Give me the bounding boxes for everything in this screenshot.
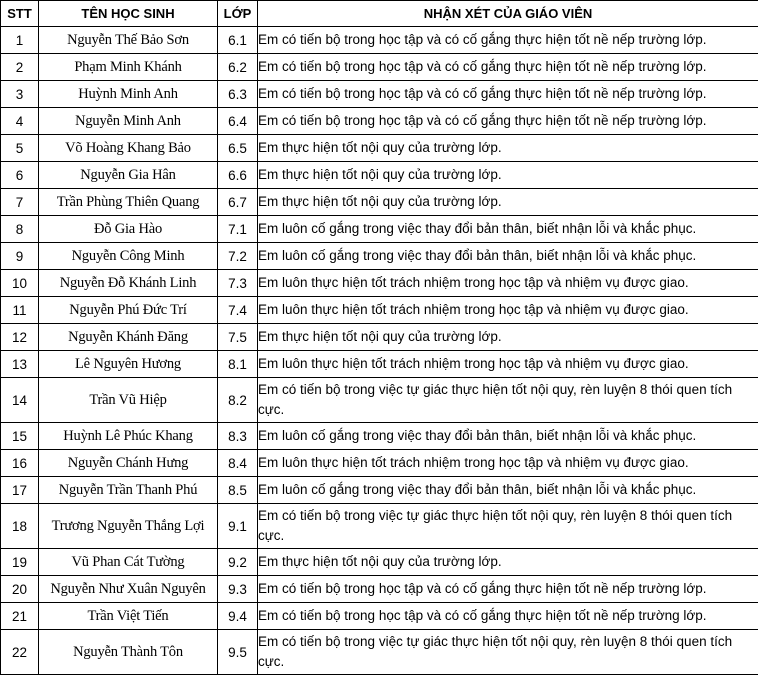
table-row [1,324,758,351]
cell-comment: Em có tiến bộ trong việc tự giác thực hiện tốt nội quy, rèn luyện 8 thói quen tích cực. [258,630,758,675]
table-row [1,423,758,450]
cell-student-name: Vũ Phan Cát Tường [39,549,218,576]
table-row [1,216,758,243]
cell-comment: Em có tiến bộ trong việc tự giác thực hiện tốt nội quy, rèn luyện 8 thói quen tích cực. [258,504,758,549]
cell-class: 8.5 [218,477,258,504]
cell-stt: 17 [1,477,39,504]
cell-stt: 6 [1,162,39,189]
cell-student-name: Võ Hoàng Khang Bảo [39,135,218,162]
cell-student-name: Nguyễn Minh Anh [39,108,218,135]
table-row [1,270,758,297]
cell-class: 6.3 [218,81,258,108]
cell-stt: 5 [1,135,39,162]
cell-student-name: Nguyễn Trần Thanh Phú [39,477,218,504]
cell-class: 6.6 [218,162,258,189]
cell-comment: Em luôn thực hiện tốt trách nhiệm trong học tập và nhiệm vụ được giao. [258,450,758,477]
cell-class: 7.3 [218,270,258,297]
cell-comment: Em có tiến bộ trong học tập và có cố gắng thực hiện tốt nề nếp trường lớp. [258,54,758,81]
cell-student-name: Nguyễn Thành Tôn [39,630,218,675]
cell-class: 9.1 [218,504,258,549]
cell-student-name: Đỗ Gia Hào [39,216,218,243]
table-row [1,81,758,108]
cell-stt: 7 [1,189,39,216]
table-row [1,576,758,603]
cell-class: 8.4 [218,450,258,477]
cell-comment: Em thực hiện tốt nội quy của trường lớp. [258,162,758,189]
table-row [1,54,758,81]
cell-class: 6.4 [218,108,258,135]
cell-comment: Em thực hiện tốt nội quy của trường lớp. [258,324,758,351]
cell-stt: 20 [1,576,39,603]
cell-student-name: Trần Phùng Thiên Quang [39,189,218,216]
table-header-row [1,1,758,27]
table-row [1,108,758,135]
table-body [1,27,758,675]
table-row [1,504,758,549]
cell-class: 7.5 [218,324,258,351]
cell-student-name: Nguyễn Phú Đức Trí [39,297,218,324]
cell-stt: 10 [1,270,39,297]
cell-class: 9.2 [218,549,258,576]
cell-comment: Em có tiến bộ trong học tập và có cố gắng thực hiện tốt nề nếp trường lớp. [258,81,758,108]
cell-stt: 3 [1,81,39,108]
cell-stt: 1 [1,27,39,54]
cell-class: 8.3 [218,423,258,450]
cell-stt: 21 [1,603,39,630]
cell-comment: Em có tiến bộ trong học tập và có cố gắng thực hiện tốt nề nếp trường lớp. [258,603,758,630]
cell-class: 6.2 [218,54,258,81]
cell-comment: Em luôn cố gắng trong việc thay đổi bản thân, biết nhận lỗi và khắc phục. [258,216,758,243]
cell-class: 7.2 [218,243,258,270]
cell-student-name: Huỳnh Minh Anh [39,81,218,108]
cell-comment: Em thực hiện tốt nội quy của trường lớp. [258,189,758,216]
cell-comment: Em luôn thực hiện tốt trách nhiệm trong học tập và nhiệm vụ được giao. [258,297,758,324]
table-row [1,243,758,270]
table-row [1,297,758,324]
cell-student-name: Trần Vũ Hiệp [39,378,218,423]
table-row [1,378,758,423]
cell-stt: 14 [1,378,39,423]
header-teacher-comment: NHẬN XÉT CỦA GIÁO VIÊN [258,1,758,27]
cell-class: 6.5 [218,135,258,162]
cell-class: 6.7 [218,189,258,216]
table-row [1,450,758,477]
cell-comment: Em luôn cố gắng trong việc thay đổi bản thân, biết nhận lỗi và khắc phục. [258,423,758,450]
table-row [1,162,758,189]
table-row [1,189,758,216]
cell-class: 8.2 [218,378,258,423]
cell-stt: 13 [1,351,39,378]
cell-comment: Em có tiến bộ trong việc tự giác thực hiện tốt nội quy, rèn luyện 8 thói quen tích cực. [258,378,758,423]
cell-comment: Em có tiến bộ trong học tập và có cố gắng thực hiện tốt nề nếp trường lớp. [258,108,758,135]
cell-comment: Em có tiến bộ trong học tập và có cố gắng thực hiện tốt nề nếp trường lớp. [258,27,758,54]
cell-student-name: Nguyễn Đỗ Khánh Linh [39,270,218,297]
cell-stt: 18 [1,504,39,549]
cell-stt: 4 [1,108,39,135]
cell-comment: Em luôn thực hiện tốt trách nhiệm trong học tập và nhiệm vụ được giao. [258,270,758,297]
cell-class: 9.3 [218,576,258,603]
cell-stt: 16 [1,450,39,477]
cell-student-name: Trương Nguyễn Thắng Lợi [39,504,218,549]
cell-class: 7.1 [218,216,258,243]
cell-class: 9.4 [218,603,258,630]
cell-stt: 22 [1,630,39,675]
cell-student-name: Phạm Minh Khánh [39,54,218,81]
cell-stt: 12 [1,324,39,351]
cell-comment: Em có tiến bộ trong học tập và có cố gắng thực hiện tốt nề nếp trường lớp. [258,576,758,603]
cell-class: 6.1 [218,27,258,54]
cell-comment: Em thực hiện tốt nội quy của trường lớp. [258,549,758,576]
header-stt: STT [1,1,39,27]
cell-class: 9.5 [218,630,258,675]
cell-student-name: Nguyễn Gia Hân [39,162,218,189]
cell-stt: 15 [1,423,39,450]
cell-student-name: Huỳnh Lê Phúc Khang [39,423,218,450]
cell-student-name: Nguyễn Công Minh [39,243,218,270]
cell-student-name: Trần Việt Tiến [39,603,218,630]
cell-class: 8.1 [218,351,258,378]
cell-stt: 2 [1,54,39,81]
cell-student-name: Lê Nguyên Hương [39,351,218,378]
cell-comment: Em luôn thực hiện tốt trách nhiệm trong học tập và nhiệm vụ được giao. [258,351,758,378]
cell-comment: Em luôn cố gắng trong việc thay đổi bản thân, biết nhận lỗi và khắc phục. [258,477,758,504]
cell-class: 7.4 [218,297,258,324]
cell-student-name: Nguyễn Khánh Đăng [39,324,218,351]
cell-stt: 9 [1,243,39,270]
table-row [1,630,758,675]
table-row [1,549,758,576]
cell-stt: 11 [1,297,39,324]
header-student-name: TÊN HỌC SINH [39,1,218,27]
cell-student-name: Nguyễn Chánh Hưng [39,450,218,477]
cell-stt: 19 [1,549,39,576]
table-row [1,351,758,378]
table-row [1,477,758,504]
cell-comment: Em luôn cố gắng trong việc thay đổi bản thân, biết nhận lỗi và khắc phục. [258,243,758,270]
cell-student-name: Nguyễn Thế Bảo Sơn [39,27,218,54]
cell-student-name: Nguyễn Như Xuân Nguyên [39,576,218,603]
table-row [1,27,758,54]
header-class: LỚP [218,1,258,27]
table-row [1,603,758,630]
table-row [1,135,758,162]
cell-stt: 8 [1,216,39,243]
cell-comment: Em thực hiện tốt nội quy của trường lớp. [258,135,758,162]
